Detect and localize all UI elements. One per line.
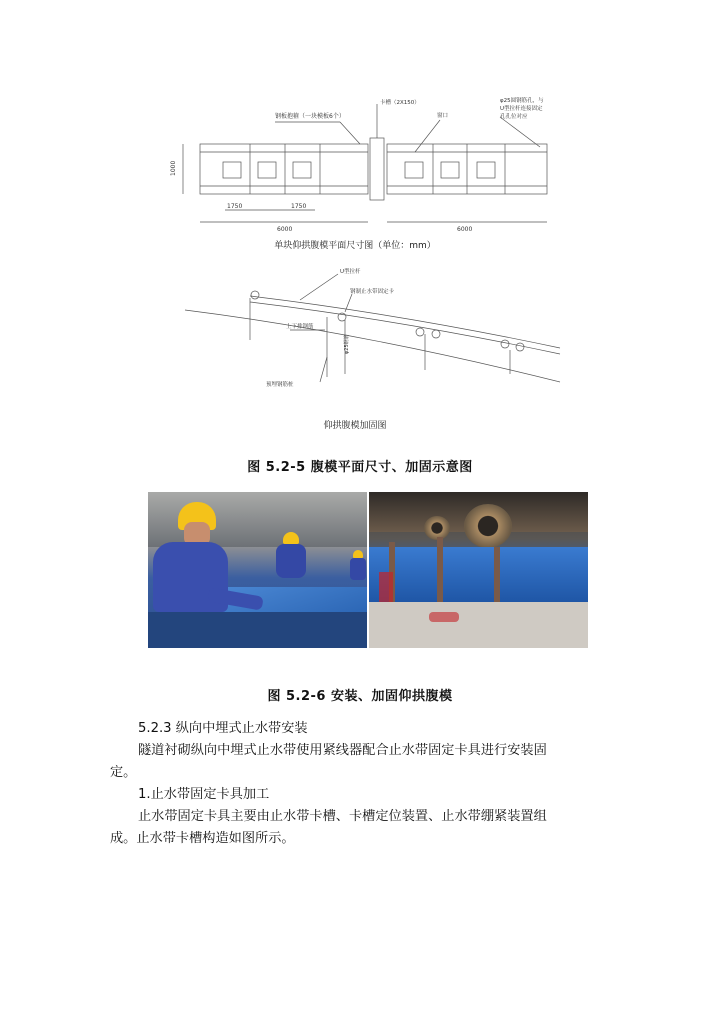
plan-dim-6000-left: 6000 (277, 226, 293, 233)
subheading-1: 1.止水带固定卡具加工 (138, 787, 270, 802)
figure-5-2-6-caption: 图 5.2-6 安装、加固仰拱腹模 (267, 689, 453, 704)
photo-formwork-reinforcement (369, 492, 588, 648)
paragraph-2-line-2: 成。止水带卡槽构造如图所示。 (110, 831, 295, 846)
helmet-icon (283, 532, 299, 544)
plan-note-clamp: 钢板抱箍（一块模板6个） (275, 113, 345, 120)
plan-dim-6000-right: 6000 (457, 226, 473, 233)
section-label-rebar: 上下排钢筋 (286, 324, 314, 330)
section-caption: 仰拱腹模加固图 (323, 421, 387, 431)
section-label-phi25: φ25钢筋 (344, 334, 350, 354)
plan-dim-height: 1000 (170, 160, 177, 176)
plan-note-right-3: 孔孔位对应 (500, 114, 528, 120)
plan-note-right-1: φ25圆钢筋孔，与 (500, 98, 544, 104)
section-label-pile: 预埋钢筋桩 (266, 382, 294, 388)
paragraph-1-line-2: 定。 (110, 765, 137, 780)
plan-dim-1750b: 1750 (291, 203, 307, 210)
plan-note-slot: 卡槽（2X150） (380, 100, 420, 106)
helmet-icon (353, 550, 363, 558)
paragraph-1-line-1: 隧道衬砌纵向中埋式止水带使用紧线器配合止水带固定卡具进行安装固 (138, 743, 547, 758)
plan-note-right-2: U型拉杆连接固定 (500, 106, 543, 112)
photo-workers-installing (148, 492, 367, 648)
section-label-clamp: 钢制止水带固定卡 (350, 289, 395, 295)
paragraph-2-line-1: 止水带固定卡具主要由止水带卡槽、卡槽定位装置、止水带绷紧装置组 (138, 809, 547, 824)
figure-5-2-5-caption: 图 5.2-5 腹模平面尺寸、加固示意图 (247, 460, 473, 475)
section-heading-5-2-3: 5.2.3 纵向中埋式止水带安装 (138, 721, 308, 736)
section-drawing (180, 262, 570, 392)
plan-note-window: 窗口 (437, 113, 449, 119)
plan-caption: 单块仰拱腹模平面尺寸图（单位：mm） (274, 241, 436, 251)
pipe-icon (464, 504, 512, 548)
plan-drawing (165, 92, 565, 237)
plan-dim-1750a: 1750 (227, 203, 243, 210)
section-label-u-rod: U型拉杆 (340, 269, 361, 275)
